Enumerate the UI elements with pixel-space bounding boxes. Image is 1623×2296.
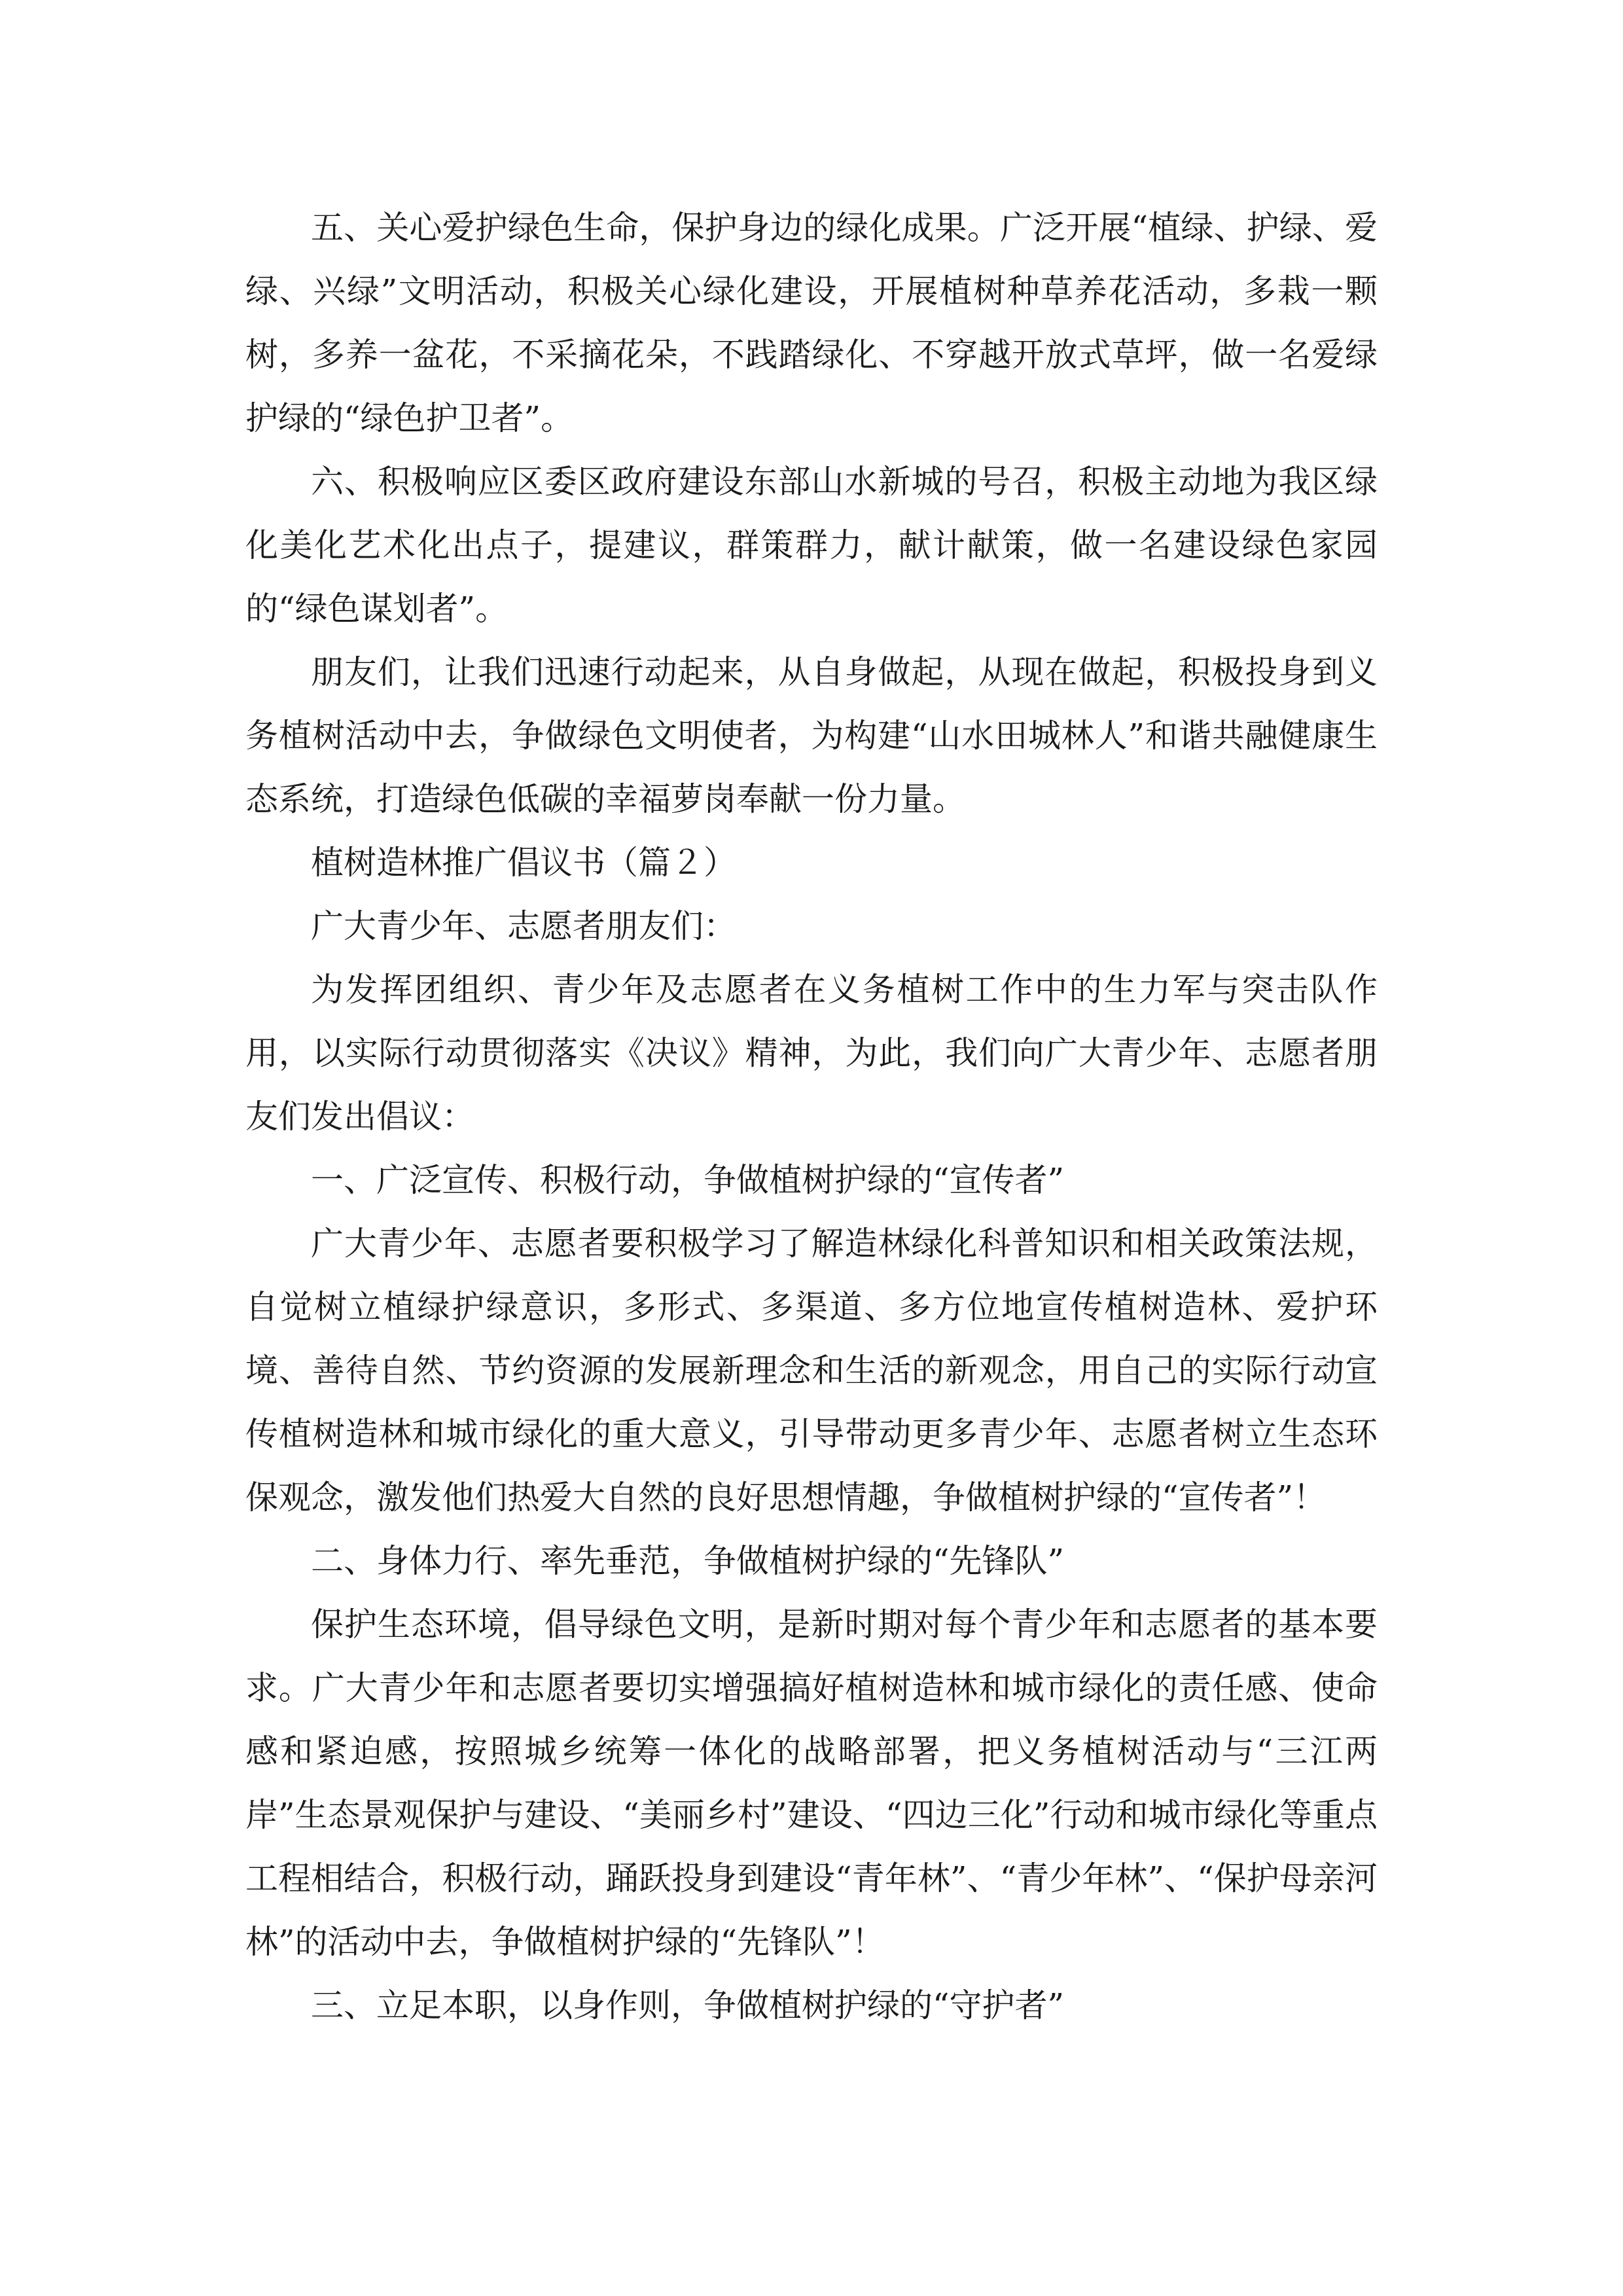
paragraph-item-five: 五、关心爱护绿色生命，保护身边的绿化成果。广泛开展“植绿、护绿、爱绿、兴绿”文明活动，积极关心绿化建设，开展植树种草养花活动，多栽一颗树，多养一盆花，不采摘花朵，不践踏绿化、不穿越开放式草坪，做一名爱绿护绿的“绿色护卫者”。 xyxy=(245,209,1378,437)
paragraph-one-body: 广大青少年、志愿者要积极学习了解造林绿化科普知识和相关政策法规，自觉树立植绿护绿意识，多形式、多渠道、多方位地宣传植树造林、爱护环境、善待自然、节约资源的发展新理念和生活的新观念，用自己的实际行动宣传植树造林和城市绿化的重大意义，引导带动更多青少年、志愿者树立生态环保观念，激发他们热爱大自然的良好思想情趣，争做植树护绿的“宣传者”！ xyxy=(245,1225,1378,1516)
subheading-one: 一、广泛宣传、积极行动，争做植树护绿的“宣传者” xyxy=(311,1161,1065,1199)
document-body xyxy=(245,196,1378,2037)
subheading-two: 二、身体力行、率先垂范，争做植树护绿的“先锋队” xyxy=(311,1542,1065,1580)
paragraph-item-six: 六、积极响应区委区政府建设东部山水新城的号召，积极主动地为我区绿化美化艺术化出点子，提建议，群策群力，献计献策，做一名建设绿色家园的“绿色谋划者”。 xyxy=(245,463,1378,628)
paragraph-intro: 为发挥团组织、青少年及志愿者在义务植树工作中的生力军与突击队作用，以实际行动贯彻落实《决议》精神，为此，我们向广大青少年、志愿者朋友们发出倡议： xyxy=(245,971,1378,1136)
subheading-three: 三、立足本职，以身作则，争做植树护绿的“守护者” xyxy=(311,1986,1065,2024)
paragraph-two-body: 保护生态环境，倡导绿色文明，是新时期对每个青少年和志愿者的基本要求。广大青少年和志愿者要切实增强搞好植树造林和城市绿化的责任感、使命感和紧迫感，按照城乡统筹一体化的战略部署，把义务植树活动与“三江两岸”生态景观保护与建设、“美丽乡村”建设、“四边三化”行动和城市绿化等重点工程相结合，积极行动，踊跃投身到建设“青年林”、“青少年林”、“保护母亲河林”的活动中去，争做植树护绿的“先锋队”！ xyxy=(245,1605,1378,1961)
paragraph-closing-call: 朋友们，让我们迅速行动起来，从自身做起，从现在做起，积极投身到义务植树活动中去，争做绿色文明使者，为构建“山水田城林人”和谐共融健康生态系统，打造绿色低碳的幸福萝岗奉献一份力量。 xyxy=(245,653,1378,818)
section-title: 植树造林推广倡议书（篇２） xyxy=(311,844,736,882)
salutation: 广大青少年、志愿者朋友们： xyxy=(311,907,736,945)
